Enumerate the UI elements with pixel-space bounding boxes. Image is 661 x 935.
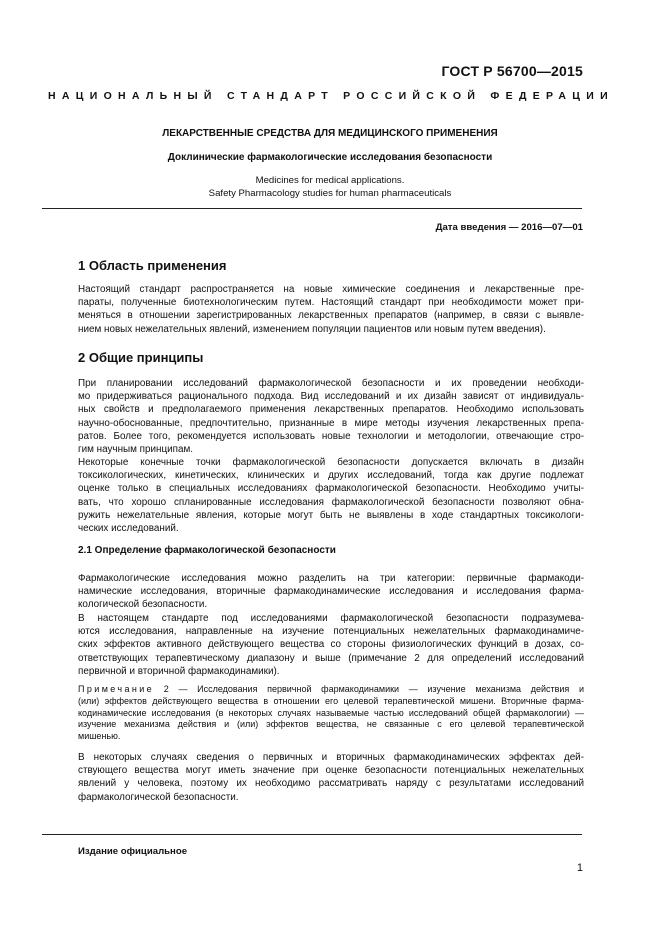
text-line: ются исследования, направленные на изучение потенциальных нежелательных фармакодинамиче-: [78, 626, 584, 638]
text-line: ответствующих терапевтическому диапазону и выше (примечание 2 для определений исследований: [78, 652, 584, 664]
section-1-heading: 1 Область применения: [78, 258, 227, 273]
text-line: гим научным принципам.: [78, 444, 194, 456]
introduction-date: Дата введения — 2016—07—01: [435, 222, 583, 233]
text-line: первичной и вторичной фармакодинамики).: [78, 665, 280, 677]
text-line: токсикологических, кинетических, клинических и других исследований, тогда как другие подлежат: [78, 470, 584, 482]
text-line: При планировании исследований фармакологической безопасности и их проведении необходи-: [78, 378, 584, 389]
text-line: Некоторые конечные точки фармакологической безопасности допускается включать в дизайн: [78, 457, 584, 468]
text-line: явлений у человека, поэтому их необходимо рассматривать наряду с результатами исследований: [78, 778, 584, 790]
footer-divider: [42, 834, 582, 835]
text-line: кологической безопасности.: [78, 599, 208, 611]
text-line: ружить нежелательные явления, которые могут быть не выявлены в ходе стандартных токсикологи-: [78, 509, 584, 521]
text-line: вать, что хорошо спланированные исследования фармакологической безопасности позволяют обна-: [78, 496, 584, 508]
section-2-heading: 2 Общие принципы: [78, 350, 204, 365]
gost-number: ГОСТ Р 56700—2015: [441, 63, 583, 79]
text-line: Настоящий стандарт распространяется на новые химические соединения и лекарственные пре-: [78, 284, 584, 295]
english-title-line-2: Safety Pharmacology studies for human pharmaceuticals: [208, 188, 452, 199]
note-line: (или) эффектов действующего вещества в отношении его целевой терапевтической мишени. Вторичные фарма-: [78, 695, 584, 706]
section-2-1-heading: 2.1 Определение фармакологической безопасности: [78, 545, 336, 556]
text-line: меняться в отношении зарегистрированных лекарственных препаратов (например, в связи с выявле-: [78, 310, 584, 322]
note-first-line: [78, 684, 584, 696]
section-2-paragraph-2: [78, 456, 584, 535]
english-title: [40, 174, 620, 200]
official-edition-label: Издание официальное: [78, 846, 188, 857]
text-line: В настоящем стандарте под исследованиями фармакологической безопасности подразумева-: [78, 613, 584, 624]
national-standard-banner: НАЦИОНАЛЬНЫЙ СТАНДАРТ РОССИЙСКОЙ ФЕДЕРАЦИИ: [48, 90, 614, 102]
document-subtitle: Доклинические фармакологические исследования безопасности: [167, 152, 493, 163]
text-line: научно-обоснованные, предпочтительно, признанные в мире методы изучения лекарственных препа-: [78, 417, 584, 429]
section-2-1-paragraph-1: [78, 572, 584, 612]
note-2: [78, 684, 584, 743]
text-line: намические исследования, вторичные фармакодинамические исследования и исследования фарма-: [78, 586, 584, 598]
text-line: ных свойств и предполагаемого применения лекарственных препаратов. Необходимо использовать: [78, 404, 584, 416]
header-divider: [42, 208, 582, 209]
note-line: изучение механизма действия и (или) эффектов вещества, не связанные с его целевой терапевтической: [78, 719, 584, 730]
note-label: Примечание: [78, 684, 155, 694]
text-line: ратов. Более того, рекомендуется использовать новые технологии и методологии, отвечающие стро-: [78, 430, 584, 442]
text-line: ческих исследований.: [78, 523, 179, 535]
note-line: кодинамические исследования (в некоторых случаях называемые частью исследований общей фармакологии) —: [78, 707, 584, 718]
document-title: ЛЕКАРСТВЕННЫЕ СРЕДСТВА ДЛЯ МЕДИЦИНСКОГО ПРИМЕНЕНИЯ: [162, 128, 498, 139]
text-line: параты, полученные биотехнологическим путем. Настоящий стандарт при необходимости может при-: [78, 297, 584, 309]
text-line: Фармакологические исследования можно разделить на три категории: первичные фармакоди-: [78, 573, 584, 584]
section-1-paragraph: [78, 283, 584, 336]
text-line: ствующего вещества могут иметь значение при оценке безопасности потенциальных нежелательных: [78, 765, 584, 777]
text-line: фармакологической безопасности.: [78, 791, 239, 803]
text-line: В некоторых случаях сведения о первичных и вторичных фармакодинамических эффектах дей-: [78, 752, 584, 763]
page-number: 1: [576, 862, 583, 874]
section-2-1-paragraph-3: [78, 751, 584, 804]
section-2-paragraph-1: [78, 377, 584, 456]
text-line: нием новых нежелательных явлений, изменением популяции пациентов или новым путем введения).: [78, 323, 546, 335]
text-line: мо придерживаться рационального подхода. Вид исследований и их дизайн зависят от индивидуаль-: [78, 391, 584, 403]
section-2-1-paragraph-2: [78, 612, 584, 678]
english-title-line-1: Medicines for medical applications.: [255, 175, 405, 186]
text-line: оценке только в специальных исследованиях фармакологической безопасности. Необходимо учиты-: [78, 483, 584, 495]
text-line: ских эффектов активного действующего вещества со стороны физиологических функций в дозах, со-: [78, 639, 584, 651]
note-line: мишенью.: [78, 731, 121, 742]
note-first-text: 2 — Исследования первичной фармакодинамики — изучение механизма действия и: [154, 684, 584, 694]
